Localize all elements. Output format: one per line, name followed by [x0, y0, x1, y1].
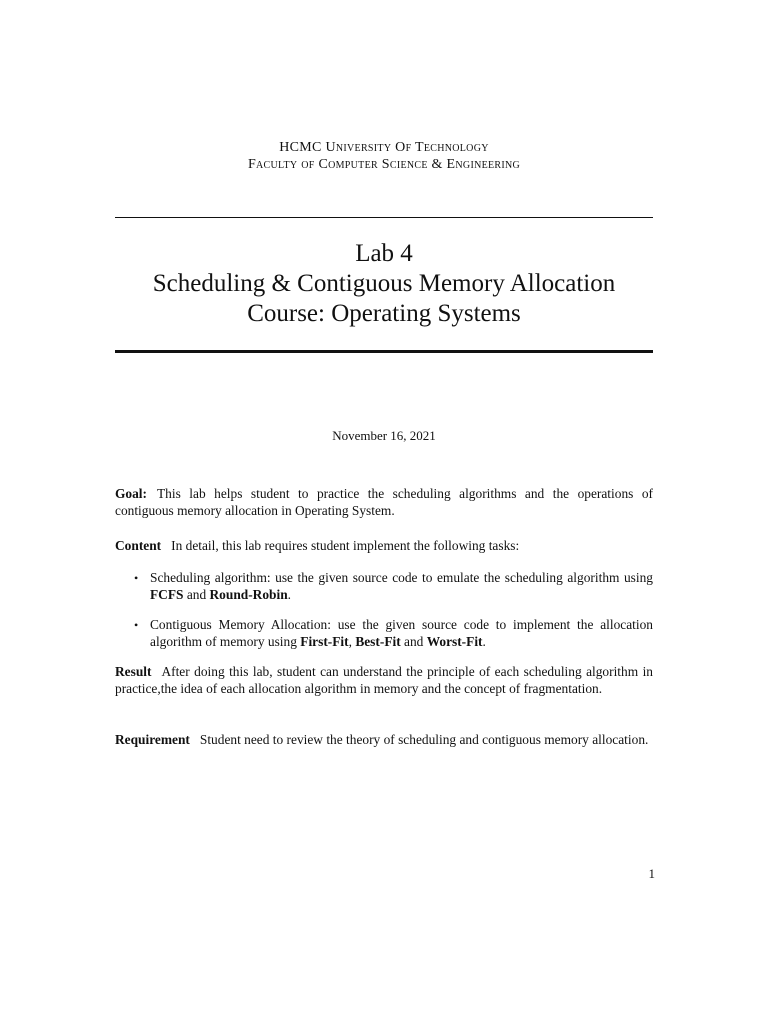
- bullet-bold: FCFS: [150, 586, 184, 602]
- goal-label: Goal:: [115, 486, 147, 501]
- lab-subtitle: Scheduling & Contiguous Memory Allocation: [152, 270, 616, 297]
- goal-paragraph: [115, 486, 653, 519]
- content-label: Content: [115, 538, 162, 553]
- requirement-text: Student need to review the theory of scheduling and contiguous memory allocation.: [199, 732, 649, 747]
- bullet-bold: First-Fit: [300, 633, 349, 649]
- bullet-text: Contiguous Memory Allocation: use the given source code to implement the allocation algorithm of memory using: [150, 617, 653, 649]
- bullet-text: and: [400, 633, 427, 649]
- bullet-text: and: [183, 586, 210, 602]
- list-item: [115, 617, 653, 650]
- document-date: November 16, 2021: [332, 428, 436, 443]
- content-text: In detail, this lab requires student implement the following tasks:: [171, 538, 520, 553]
- institution-name: HCMC University Of Technology: [279, 140, 489, 155]
- lab-title: Lab 4: [355, 240, 413, 267]
- page-number: 1: [648, 866, 655, 881]
- faculty-name: Faculty of Computer Science & Engineering: [247, 157, 521, 172]
- bullet-text: .: [482, 633, 486, 649]
- course-title: Course: Operating Systems: [247, 300, 521, 327]
- list-item: [115, 570, 653, 603]
- bullet-text: Scheduling algorithm: use the given source code to emulate the scheduling algorithm using: [150, 570, 653, 585]
- goal-text: This lab helps student to practice the scheduling algorithms and the operations of contiguous memory allocation in Operating System.: [115, 486, 653, 518]
- title-bottom-rule: [115, 350, 653, 353]
- task-list: [115, 570, 653, 664]
- requirement-paragraph: [115, 732, 653, 749]
- bullet-icon: •: [134, 618, 139, 632]
- bullet-icon: •: [134, 571, 139, 585]
- result-text: After doing this lab, student can understand the principle of each scheduling algorithm in practice,the idea of each allocation algorithm in memory and the concept of fragmentation.: [115, 664, 653, 696]
- content-paragraph: [115, 538, 653, 555]
- title-top-rule: [115, 217, 653, 218]
- bullet-bold: Worst-Fit: [426, 633, 483, 649]
- bullet-bold: Best-Fit: [355, 633, 401, 649]
- result-label: Result: [115, 664, 152, 679]
- bullet-text: ,: [348, 633, 356, 649]
- bullet-text: .: [287, 586, 292, 602]
- result-paragraph: [115, 664, 653, 697]
- requirement-label: Requirement: [115, 732, 190, 747]
- bullet-bold: Round-Robin: [209, 586, 288, 602]
